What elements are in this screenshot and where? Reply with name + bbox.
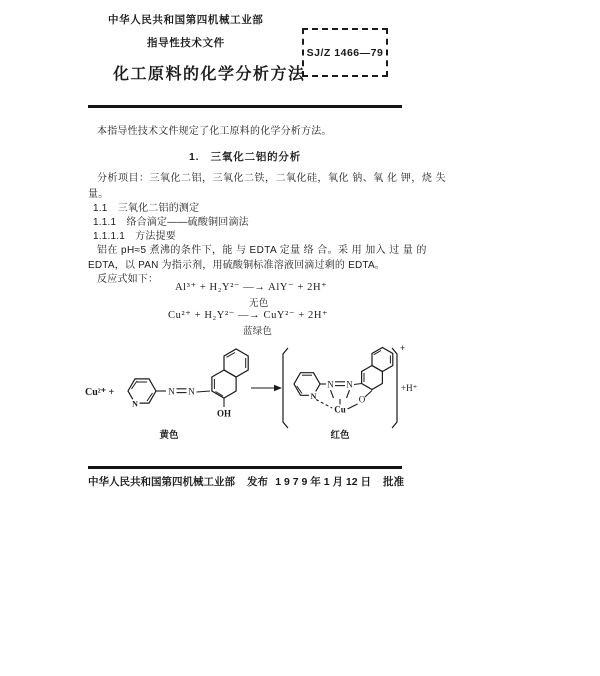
equation-1: Al³⁺ + H₂Y²⁻ —→ AlY⁻ + 2H⁺ [175,282,328,293]
double-bond-tick [147,393,153,401]
section-1-heading: 1. 三氧化二铝的分析 [188,151,302,163]
cu-ion-label: Cu²⁺ + [85,387,115,398]
complex-naphthalene-upper-ring [372,348,393,372]
document-title: 化工原料的化学分析方法 [113,66,306,83]
bond [365,391,372,398]
double-bond-tick [132,381,138,389]
complex-charge-label: + [400,343,406,353]
footer-approval-group [275,474,404,489]
equation-2: Cu²⁺ + H₂Y²⁻ —→ CuY²⁻ + 2H⁺ [168,310,329,321]
bond [348,404,358,409]
cu-pan-complex-structure [283,343,418,441]
footer [88,474,404,489]
intro-paragraph: 本指导性技术文件规定了化工原料的化学分析方法。 [97,126,332,137]
azo-nitrogen-1: N [168,386,175,397]
hydroxyl-label: OH [216,408,232,419]
bracket-left [283,348,288,428]
azo-nitrogen-2: N [188,386,195,397]
doc-type-label: 指导性技术文件 [147,37,225,49]
naphthalene-lower-ring [212,370,236,398]
naphthalene-upper-ring [224,349,248,377]
ministry-header: 中华人民共和国第四机械工业部 [108,14,264,26]
yellow-product-label: 黄色 [159,430,179,441]
equation-2-color-label: 蓝绿色 [243,326,273,337]
bond [197,391,211,392]
footer-issuer: 中华人民共和国第四机械工业部 [88,476,235,488]
bond [354,384,362,385]
oxygen-label: O [358,394,366,405]
pan-structure [85,349,248,441]
method-paragraph-line1: 铝在 pH≈5 煮沸的条件下，能 与 EDTA 定量 络 合。采 用 加入 过 量 的 [97,245,427,256]
reaction-arrow-icon [251,385,282,391]
double-bond-tick [374,351,381,355]
analysis-items-line2: 量。 [88,189,109,200]
chelate-bond [331,390,334,398]
footer-approve-label: 批准 [383,476,404,488]
footer-issuer-group [88,474,268,489]
standard-number-box [302,28,388,77]
proton-label: +H⁺ [401,383,418,393]
red-product-label: 红色 [330,430,350,441]
reaction-scheme-diagram [85,338,425,450]
analysis-items-line1: 分析项目：三氧化二铝，三氧化二铁，二氧化硅，氧化 钠、氧 化 钾，烧 失 [97,173,447,184]
complex-azo-nitrogen-2: N [346,379,353,390]
arrow-head [274,385,282,391]
header-divider [88,105,402,108]
complex-pyridine-nitrogen: N [310,391,317,401]
footer-divider [88,466,402,469]
coordination-dashed-bond [316,400,332,409]
method-paragraph-line2: EDTA，以 PAN 为指示剂，用硫酸铜标准溶液回滴过剩的 EDTA。 [88,260,386,271]
footer-publish-label: 发布 [247,476,268,488]
standard-number: SJ/Z 1466—79 [306,46,384,59]
clause-1-1: 1.1 三氧化二铝的测定 [93,203,200,214]
equation-1-color-label: 无色 [249,298,269,309]
footer-approval-date: 1 9 7 9 年 1 月 12 日 [275,476,371,488]
complex-azo-nitrogen-1: N [327,379,334,390]
pyridine-nitrogen: N [132,399,138,409]
chelate-bond [347,390,350,398]
copper-center-label: Cu [334,404,346,415]
reaction-intro: 反应式如下： [97,274,159,285]
clause-1-1-1-1: 1.1.1.1 方法提要 [93,231,176,242]
clause-1-1-1: 1.1.1 络合滴定——硫酸铜回滴法 [93,217,249,228]
